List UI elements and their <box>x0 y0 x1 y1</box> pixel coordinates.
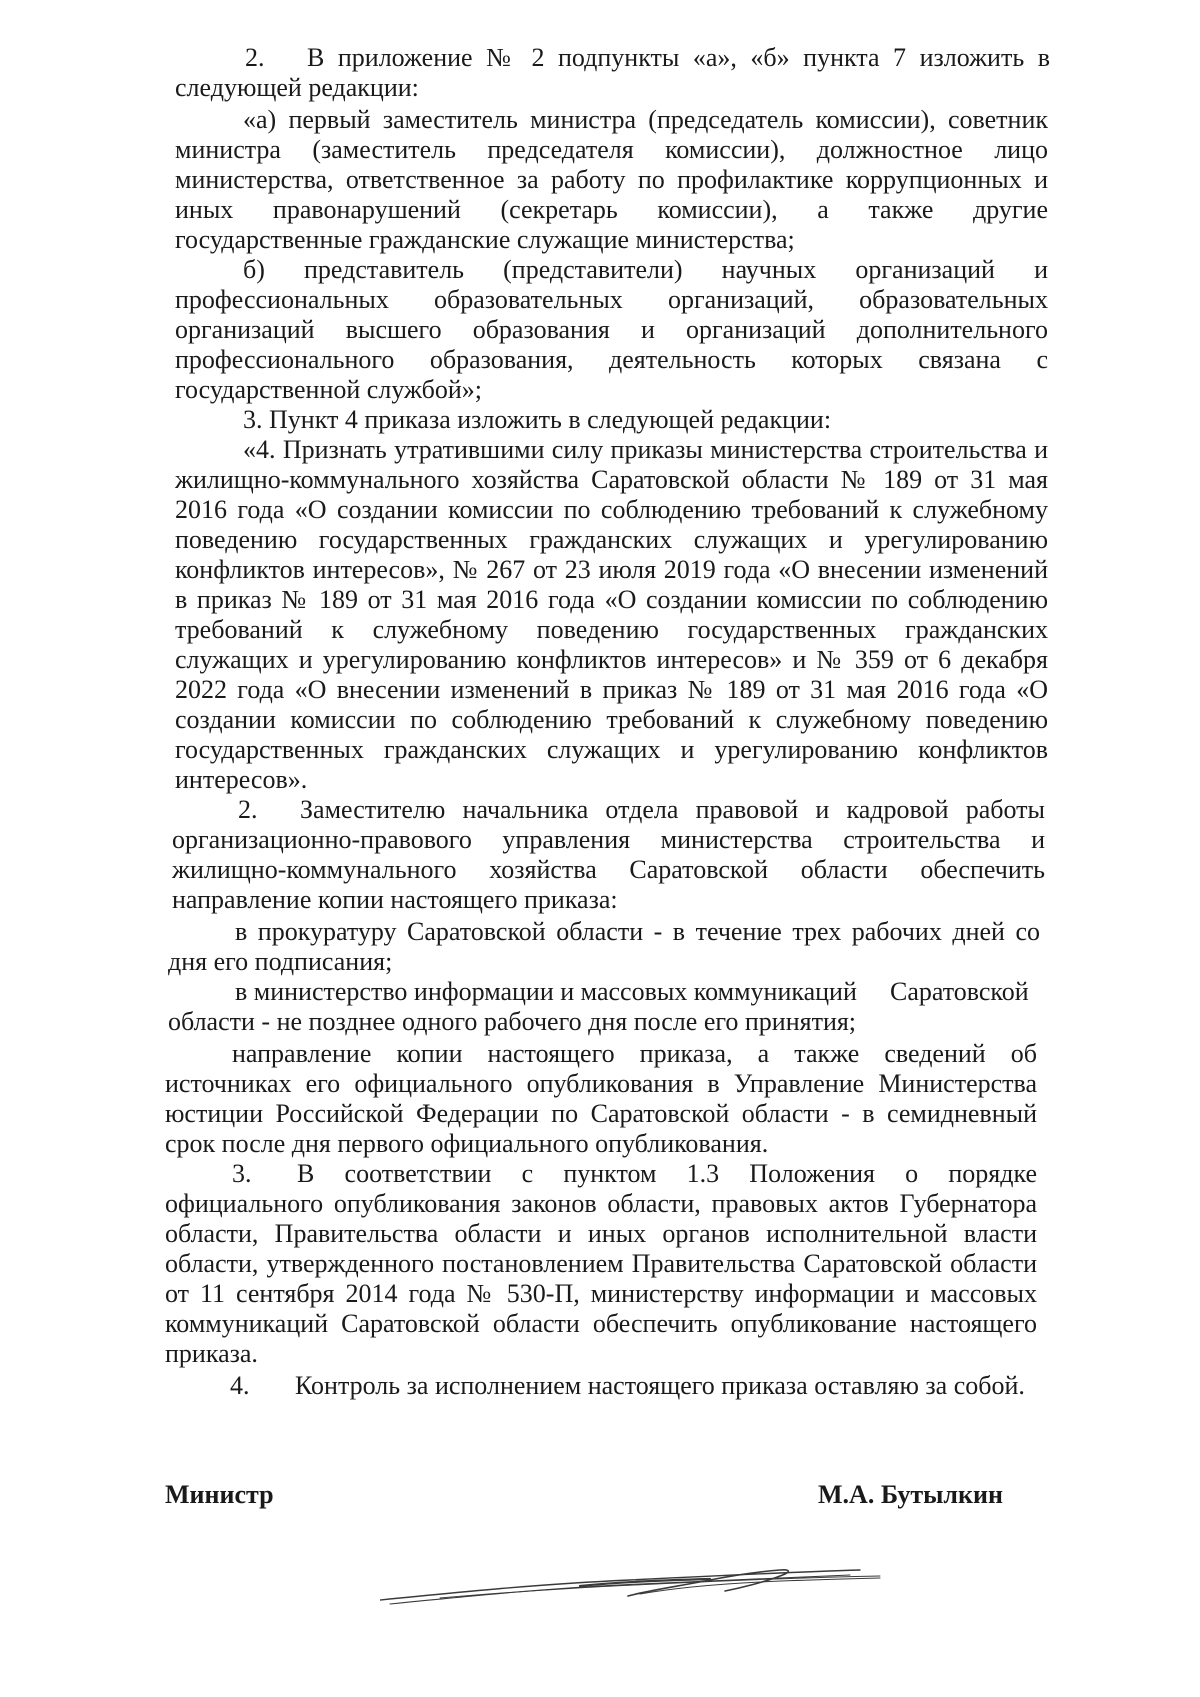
section2-sub3-line-1: направление копии настоящего приказа, а также сведений об <box>232 1039 1037 1068</box>
item3-quote-line-8: служащих и урегулированию конфликтов интересов» и № 359 от 6 декабря <box>175 645 1048 674</box>
item3-quote-line-12: интересов». <box>175 765 308 794</box>
item2a-line-2: министра (заместитель председателя комиссии), должностное лицо <box>175 135 1048 164</box>
item2-line-2: следующей редакции: <box>175 73 419 102</box>
section2-number: 2. <box>238 795 258 824</box>
item2b-line-4: профессионального образования, деятельность которых связана с <box>175 345 1048 374</box>
item2a-line-5: государственные гражданские служащие министерства; <box>175 225 795 254</box>
section2-sub3-line-2: источниках его официального опубликования в Управление Министерства <box>165 1069 1037 1098</box>
item2b-line-1: б) представитель (представители) научных организаций и <box>243 255 1048 284</box>
item3-quote-line-9: 2022 года «О внесении изменений в приказ № 189 от 31 мая 2016 года «О <box>175 675 1048 704</box>
section4-line-1: Контроль за исполнением настоящего приказа оставляю за собой. <box>295 1371 1025 1400</box>
section2-sub3-line-3: юстиции Российской Федерации по Саратовской области - в семидневный <box>165 1099 1037 1128</box>
section3-line-6: коммуникаций Саратовской области обеспечить опубликование настоящего <box>165 1309 1037 1338</box>
handwritten-signature <box>380 1560 940 1620</box>
item3-quote-line-5: конфликтов интересов», № 267 от 23 июля 2019 года «О внесении изменений <box>175 555 1048 584</box>
signatory-name: М.А. Бутылкин <box>818 1480 1003 1509</box>
section2-line-3: жилищно-коммунального хозяйства Саратовской области обеспечить <box>172 855 1045 884</box>
item2b-line-3: организаций высшего образования и организаций дополнительного <box>175 315 1048 344</box>
item2-number: 2. <box>245 43 265 72</box>
section2-line-1: Заместителю начальника отдела правовой и кадровой работы <box>300 795 1045 824</box>
item2-line-1: В приложение № 2 подпункты «а», «б» пункта 7 изложить в <box>307 43 1050 72</box>
item2a-line-1: «а) первый заместитель министра (председатель комиссии), советник <box>243 105 1048 134</box>
section3-line-7: приказа. <box>165 1339 258 1368</box>
item3-quote-line-1: «4. Признать утратившими силу приказы министерства строительства и <box>243 435 1048 464</box>
section2-sub2-line-1-left: в министерство информации и массовых коммуникаций <box>235 977 857 1006</box>
item3-quote-line-11: государственных гражданских служащих и урегулированию конфликтов <box>175 735 1048 764</box>
item3-quote-line-2: жилищно-коммунального хозяйства Саратовской области № 189 от 31 мая <box>175 465 1048 494</box>
section3-line-5: от 11 сентября 2014 года № 530-П, министерству информации и массовых <box>165 1279 1037 1308</box>
section2-sub1-line-1: в прокуратуру Саратовской области - в течение трех рабочих дней со <box>235 917 1040 946</box>
section2-sub3-line-4: срок после дня первого официального опубликования. <box>165 1129 769 1158</box>
section3-number: 3. <box>232 1159 252 1188</box>
item2a-line-3: министерства, ответственное за работу по профилактике коррупционных и <box>175 165 1048 194</box>
signatory-position: Министр <box>165 1480 274 1509</box>
section2-sub2-line-2: области - не позднее одного рабочего дня после его принятия; <box>168 1007 857 1036</box>
section4-number: 4. <box>230 1371 250 1400</box>
section2-line-2: организационно-правового управления министерства строительства и <box>172 825 1045 854</box>
item3-quote-line-10: создании комиссии по соблюдению требований к служебному поведению <box>175 705 1048 734</box>
section3-line-2: официального опубликования законов области, правовых актов Губернатора <box>165 1189 1037 1218</box>
section3-line-1: В соответствии с пунктом 1.3 Положения о порядке <box>297 1159 1037 1188</box>
item3-quote-line-4: поведению государственных гражданских служащих и урегулированию <box>175 525 1048 554</box>
section2-sub2-line-1-right: Саратовской <box>890 977 1029 1006</box>
section3-line-3: области, Правительства области и иных органов исполнительной власти <box>165 1219 1037 1248</box>
section3-line-4: области, утвержденного постановлением Правительства Саратовской области <box>165 1249 1037 1278</box>
item2a-line-4: иных правонарушений (секретарь комиссии), а также другие <box>175 195 1048 224</box>
item2b-line-2: профессиональных образовательных организаций, образовательных <box>175 285 1048 314</box>
item2b-line-5: государственной службой»; <box>175 375 482 404</box>
item3-quote-line-3: 2016 года «О создании комиссии по соблюдению требований к служебному <box>175 495 1048 524</box>
item3-line-1: 3. Пункт 4 приказа изложить в следующей редакции: <box>243 405 832 434</box>
section2-line-4: направление копии настоящего приказа: <box>172 885 618 914</box>
item3-quote-line-6: в приказ № 189 от 31 мая 2016 года «О создании комиссии по соблюдению <box>175 585 1048 614</box>
item3-quote-line-7: требований к служебному поведению государственных гражданских <box>175 615 1048 644</box>
section2-sub1-line-2: дня его подписания; <box>168 947 393 976</box>
